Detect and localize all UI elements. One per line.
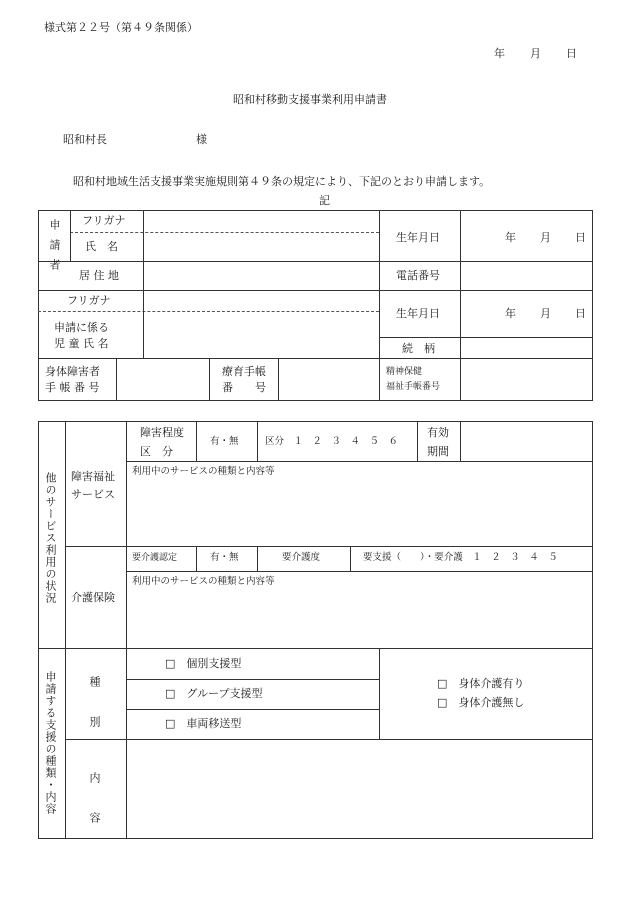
applicant-furigana-label: フリガナ xyxy=(82,214,126,227)
option-vehicle[interactable]: □ 車両移送型 xyxy=(165,717,242,730)
applicant-phone-label: 電話番号 xyxy=(396,269,440,282)
document-title: 昭和村移動支援事業利用申請書 xyxy=(233,93,387,106)
support-section-label: 申請する支援の種類・内容 xyxy=(44,671,57,815)
valid-period-label-1: 有効 xyxy=(427,426,449,439)
child-name-label-1: 申請に係る xyxy=(54,321,109,334)
support-type-label: 種 別 xyxy=(88,676,101,736)
form-number: 様式第２２号（第４９条関係） xyxy=(44,21,198,34)
disability-level-label-2: 区 分 xyxy=(140,445,173,458)
welfare-services-note: 利用中のサービスの種類と内容等 xyxy=(132,466,275,477)
disability-presence: 有・無 xyxy=(210,436,239,447)
child-birth-year: 年 xyxy=(505,307,516,320)
date-year-label: 年 xyxy=(494,47,505,60)
body-text: 昭和村地域生活支援事業実施規則第４９条の規定により、下記のとおり申請します。 xyxy=(73,175,491,188)
care-level-label: 要介護度 xyxy=(282,552,321,563)
applicant-birth-year: 年 xyxy=(505,231,516,244)
honorific: 様 xyxy=(196,133,207,146)
applicant-birthdate-label: 生年月日 xyxy=(396,231,440,244)
child-furigana-label: フリガナ xyxy=(67,294,111,307)
date-day-label: 日 xyxy=(566,47,577,60)
applicant-section-label: 申請者 xyxy=(48,219,61,279)
services-table xyxy=(38,421,593,839)
option-physical-care-yes[interactable]: □ 身体介護有り xyxy=(437,677,525,690)
ki-label: 記 xyxy=(319,194,330,207)
disability-level-label-1: 障害程度 xyxy=(140,426,184,439)
child-birth-month: 月 xyxy=(540,307,551,320)
option-group[interactable]: □ グループ支援型 xyxy=(165,687,263,700)
date-month-label: 月 xyxy=(530,47,541,60)
child-birthdate-label: 生年月日 xyxy=(396,307,440,320)
other-services-section-label: 他のサービス利用の状況 xyxy=(44,472,57,604)
care-insurance-label: 介護保険 xyxy=(71,591,115,604)
welfare-service-label-1: 障害福祉 xyxy=(71,470,115,483)
physical-handbook-label-1: 身体障害者 xyxy=(45,365,100,378)
ryoiku-handbook-label-2: 番 号 xyxy=(222,381,266,394)
care-presence: 有・無 xyxy=(210,552,239,563)
option-individual[interactable]: □ 個別支援型 xyxy=(165,657,242,670)
support-content-label: 内 容 xyxy=(88,772,101,832)
applicant-birth-month: 月 xyxy=(540,231,551,244)
child-name-label-2: 児 童 氏 名 xyxy=(54,337,109,350)
valid-period-label-2: 期間 xyxy=(427,445,449,458)
child-birth-day: 日 xyxy=(575,307,586,320)
ryoiku-handbook-label-1: 療育手帳 xyxy=(222,365,266,378)
addressee: 昭和村長 xyxy=(63,133,107,146)
welfare-service-label-2: サービス xyxy=(71,488,115,501)
physical-handbook-label-2: 手 帳 番 号 xyxy=(45,381,100,394)
applicant-address-label: 居 住 地 xyxy=(79,269,119,282)
care-certification-label: 要介護認定 xyxy=(132,553,178,563)
mental-handbook-label-1: 精神保健 xyxy=(386,367,423,377)
applicant-name-label: 氏 名 xyxy=(85,240,118,253)
applicant-birth-day: 日 xyxy=(575,231,586,244)
care-services-note: 利用中のサービスの種類と内容等 xyxy=(132,576,275,587)
mental-handbook-label-2: 福祉手帳番号 xyxy=(386,382,441,392)
option-physical-care-no[interactable]: □ 身体介護無し xyxy=(437,696,525,709)
disability-category-scale: 区分 １ ２ ３ ４ ５ ６ xyxy=(265,436,399,447)
care-level-scale: 要支援（ ）・要介護 １ ２ ３ ４ ５ xyxy=(363,552,558,563)
child-relation-label: 続 柄 xyxy=(402,342,435,355)
